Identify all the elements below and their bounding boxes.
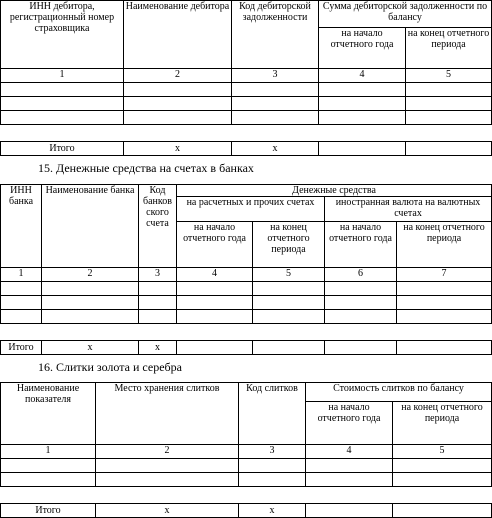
- total-row: [1, 142, 492, 156]
- table-row: [1, 97, 492, 111]
- column-numbers-row: [1, 268, 492, 282]
- header-end: на конец отчетного периода: [393, 402, 492, 445]
- total-x: x: [239, 504, 306, 518]
- header-currency: иностранная валюта на валютных счетах: [325, 197, 492, 222]
- header-storage-place: Место хранения слитков: [96, 383, 239, 445]
- header-code: Код дебиторской задолженности: [232, 1, 319, 69]
- column-number: 3: [139, 268, 177, 282]
- section-16-title: 16. Слитки золота и серебра: [38, 360, 182, 374]
- column-number: 5: [393, 445, 492, 459]
- header-bullion-value: Стоимость слитков по балансу: [306, 383, 492, 402]
- table-row: [1, 310, 492, 324]
- section-15-title: 15. Денежные средства на счетах в банках: [38, 161, 254, 175]
- bullion-table: [0, 382, 492, 487]
- total-x: x: [96, 504, 239, 518]
- debtors-table: [0, 0, 492, 125]
- column-number: 2: [42, 268, 139, 282]
- column-number: 1: [1, 445, 96, 459]
- header-account-code: Код банков ского счета: [139, 185, 177, 268]
- column-number: 1: [1, 69, 124, 83]
- table-row: [1, 282, 492, 296]
- bank-accounts-total-table: [0, 340, 492, 355]
- header-end: на конец отчетного периода: [253, 222, 325, 268]
- column-number: 6: [325, 268, 397, 282]
- header-start: на начало отчетного года: [306, 402, 393, 445]
- column-numbers-row: [1, 69, 492, 83]
- column-number: 4: [319, 69, 406, 83]
- column-number: 3: [239, 445, 306, 459]
- column-number: 5: [406, 69, 492, 83]
- header-sum: Сумма дебиторской задолженности по балансу: [319, 1, 492, 28]
- bullion-total-table: [0, 503, 492, 518]
- column-number: 1: [1, 268, 42, 282]
- header-name: Наименование дебитора: [124, 1, 232, 69]
- table-row: [1, 111, 492, 125]
- column-number: 5: [253, 268, 325, 282]
- table-row: [1, 473, 492, 487]
- header-start: на начало отчетного года: [177, 222, 253, 268]
- total-label: Итого: [1, 504, 96, 518]
- table-row: [1, 83, 492, 97]
- bank-accounts-table: [0, 184, 492, 324]
- column-number: 2: [96, 445, 239, 459]
- header-bullion-code: Код слитков: [239, 383, 306, 445]
- header-money: Денежные средства: [177, 185, 492, 197]
- column-number: 7: [397, 268, 492, 282]
- total-x: x: [232, 142, 319, 156]
- header-settlement: на расчетных и прочих счетах: [177, 197, 325, 222]
- debtors-total-table: [0, 141, 492, 156]
- header-end: на конец отчетного периода: [406, 28, 492, 69]
- table-row: [1, 296, 492, 310]
- total-row: [1, 341, 492, 355]
- total-label: Итого: [1, 142, 124, 156]
- header-bank-name: Наименование банка: [42, 185, 139, 268]
- header-start: на начало отчетного года: [319, 28, 406, 69]
- column-number: 4: [177, 268, 253, 282]
- column-number: 4: [306, 445, 393, 459]
- header-indicator-name: Наименование показателя: [1, 383, 96, 445]
- total-x: x: [139, 341, 177, 355]
- column-number: 2: [124, 69, 232, 83]
- column-numbers-row: [1, 445, 492, 459]
- table-row: [1, 459, 492, 473]
- header-inn: ИНН дебитора, регистрационный номер страховщика: [1, 1, 124, 69]
- total-x: x: [124, 142, 232, 156]
- column-number: 3: [232, 69, 319, 83]
- total-label: Итого: [1, 341, 42, 355]
- header-bank-inn: ИНН банка: [1, 185, 42, 268]
- total-x: x: [42, 341, 139, 355]
- total-row: [1, 504, 492, 518]
- header-start: на начало отчетного года: [325, 222, 397, 268]
- header-end: на конец отчетного периода: [397, 222, 492, 268]
